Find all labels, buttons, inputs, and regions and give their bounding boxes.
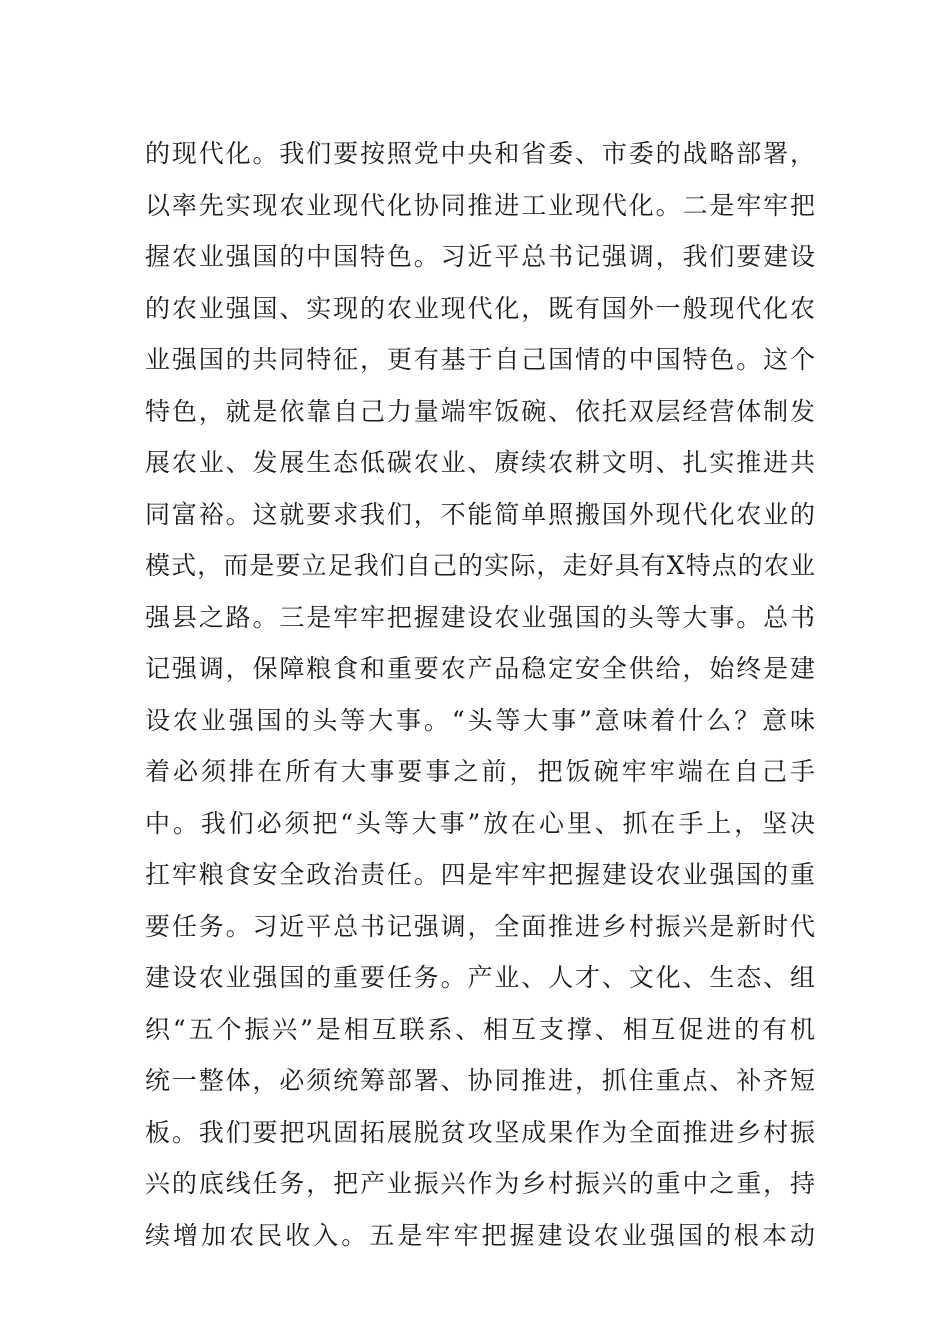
text-line-12: 设农业强国的头等大事。“头等大事”意味着什么？意味: [145, 705, 815, 735]
text-line-2: 以率先实现农业现代化协同推进工业现代化。二是牢牢把: [145, 190, 815, 220]
text-line-3: 握农业强国的中国特色。习近平总书记强调，我们要建设: [145, 242, 815, 271]
text-line-16: 要任务。习近平总书记强调，全面推进乡村振兴是新时代: [145, 911, 815, 941]
body-text: [145, 128, 815, 1261]
text-line-5: 业强国的共同特征，更有基于自己国情的中国特色。这个: [145, 345, 815, 374]
text-line-8: 同富裕。这就要求我们，不能简单照搬国外现代化农业的: [145, 499, 815, 529]
text-line-19: 统一整体，必须统筹部署、协同推进，抓住重点、补齐短: [145, 1066, 815, 1095]
text-line-11: 记强调，保障粮食和重要农产品稳定安全供给，始终是建: [145, 654, 815, 683]
text-line-21: 兴的底线任务，把产业振兴作为乡村振兴的重中之重，持: [145, 1169, 815, 1198]
text-line-17: 建设农业强国的重要任务。产业、人才、文化、生态、组: [145, 963, 815, 992]
text-line-15: 扛牢粮食安全政治责任。四是牢牢把握建设农业强国的重: [145, 860, 815, 889]
text-line-1: 的现代化。我们要按照党中央和省委、市委的战略部署，: [145, 139, 815, 168]
text-line-7: 展农业、发展生态低碳农业、赓续农耕文明、扎实推进共: [145, 448, 815, 477]
text-line-22: 续增加农民收入。五是牢牢把握建设农业强国的根本动: [145, 1220, 815, 1250]
text-line-10: 强县之路。三是牢牢把握建设农业强国的头等大事。总书: [145, 602, 815, 632]
text-line-13: 着必须排在所有大事要事之前，把饭碗牢牢端在自己手: [145, 757, 815, 786]
text-line-20: 板。我们要把巩固拓展脱贫攻坚成果作为全面推进乡村振: [145, 1117, 815, 1147]
text-line-4: 的农业强国、实现的农业现代化，既有国外一般现代化农: [145, 293, 815, 323]
text-line-9: 模式，而是要立足我们自己的实际，走好具有X特点的农业: [145, 551, 815, 580]
text-line-6: 特色，就是依靠自己力量端牢饭碗、依托双层经营体制发: [145, 396, 815, 426]
text-line-18: 织“五个振兴”是相互联系、相互支撑、相互促进的有机: [145, 1014, 815, 1044]
text-line-14: 中。我们必须把“头等大事”放在心里、抓在手上，坚决: [145, 808, 815, 838]
